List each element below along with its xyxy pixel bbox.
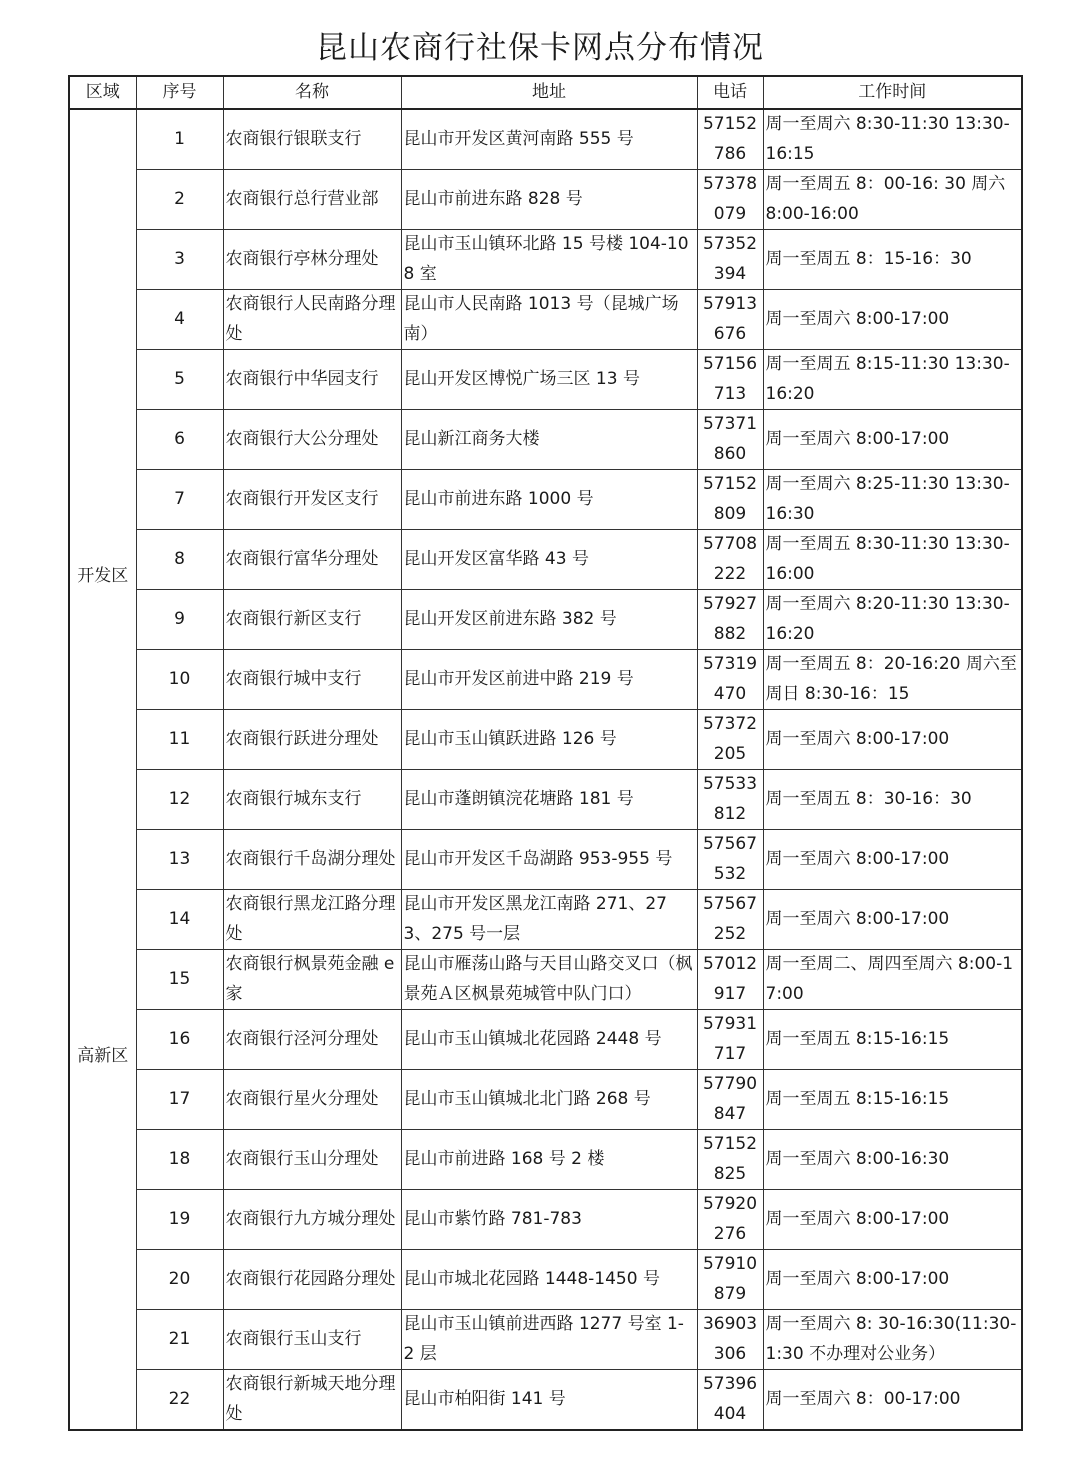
branch-address: 昆山市玉山镇城北北门路 268 号 bbox=[401, 1070, 697, 1130]
row-number: 9 bbox=[136, 590, 223, 650]
row-number: 13 bbox=[136, 830, 223, 890]
branch-address: 昆山市前进路 168 号 2 楼 bbox=[401, 1130, 697, 1190]
branch-address: 昆山市柏阳街 141 号 bbox=[401, 1370, 697, 1431]
branch-hours: 周一至周六 8:25-11:30 13:30-16:30 bbox=[763, 470, 1022, 530]
branch-phone: 57156713 bbox=[697, 350, 763, 410]
branch-phone: 57920276 bbox=[697, 1190, 763, 1250]
branch-address: 昆山市玉山镇城北花园路 2448 号 bbox=[401, 1010, 697, 1070]
row-number: 11 bbox=[136, 710, 223, 770]
branch-hours: 周一至周六 8:30-11:30 13:30-16:15 bbox=[763, 109, 1022, 170]
branch-hours: 周一至周六 8:00-17:00 bbox=[763, 410, 1022, 470]
branch-name: 农商银行枫景苑金融 e 家 bbox=[223, 950, 401, 1010]
branch-address: 昆山开发区前进东路 382 号 bbox=[401, 590, 697, 650]
table-row bbox=[69, 410, 1022, 470]
row-number: 20 bbox=[136, 1250, 223, 1310]
branch-address: 昆山市城北花园路 1448-1450 号 bbox=[401, 1250, 697, 1310]
branch-hours: 周一至周五 8：00-16: 30 周六 8:00-16:00 bbox=[763, 170, 1022, 230]
table-row bbox=[69, 830, 1022, 890]
branch-name: 农商银行城东支行 bbox=[223, 770, 401, 830]
row-number: 6 bbox=[136, 410, 223, 470]
branch-hours: 周一至周六 8:00-17:00 bbox=[763, 830, 1022, 890]
branch-name: 农商银行跃进分理处 bbox=[223, 710, 401, 770]
header-address: 地址 bbox=[401, 76, 697, 109]
table-row bbox=[69, 890, 1022, 950]
branch-phone: 57152786 bbox=[697, 109, 763, 170]
branch-phone: 57152809 bbox=[697, 470, 763, 530]
branch-phone: 57396404 bbox=[697, 1370, 763, 1431]
row-number: 21 bbox=[136, 1310, 223, 1370]
table-row bbox=[69, 770, 1022, 830]
branch-address: 昆山市玉山镇跃进路 126 号 bbox=[401, 710, 697, 770]
branch-address: 昆山新江商务大楼 bbox=[401, 410, 697, 470]
branch-hours: 周一至周六 8:00-17:00 bbox=[763, 710, 1022, 770]
table-header-row bbox=[69, 76, 1022, 109]
branch-hours: 周一至周六 8:20-11:30 13:30-16:20 bbox=[763, 590, 1022, 650]
branch-phone: 57931717 bbox=[697, 1010, 763, 1070]
table-row bbox=[69, 530, 1022, 590]
branch-phone: 57533812 bbox=[697, 770, 763, 830]
branch-name: 农商银行人民南路分理处 bbox=[223, 290, 401, 350]
branch-table bbox=[68, 75, 1023, 1431]
branch-address: 昆山市雁荡山路与天目山路交叉口（枫景苑Ａ区枫景苑城管中队门口） bbox=[401, 950, 697, 1010]
branch-phone: 36903306 bbox=[697, 1310, 763, 1370]
table-row bbox=[69, 1310, 1022, 1370]
branch-name: 农商银行银联支行 bbox=[223, 109, 401, 170]
branch-phone: 57319470 bbox=[697, 650, 763, 710]
row-number: 15 bbox=[136, 950, 223, 1010]
branch-hours: 周一至周六 8:00-17:00 bbox=[763, 1250, 1022, 1310]
table-row bbox=[69, 1130, 1022, 1190]
branch-hours: 周一至周五 8：15-16：30 bbox=[763, 230, 1022, 290]
branch-address: 昆山市开发区黄河南路 555 号 bbox=[401, 109, 697, 170]
branch-address: 昆山市蓬朗镇浣花塘路 181 号 bbox=[401, 770, 697, 830]
table-row bbox=[69, 1070, 1022, 1130]
header-number: 序号 bbox=[136, 76, 223, 109]
row-number: 18 bbox=[136, 1130, 223, 1190]
branch-phone: 57371860 bbox=[697, 410, 763, 470]
row-number: 22 bbox=[136, 1370, 223, 1431]
branch-name: 农商银行千岛湖分理处 bbox=[223, 830, 401, 890]
table-row bbox=[69, 650, 1022, 710]
branch-hours: 周一至周五 8:15-16:15 bbox=[763, 1010, 1022, 1070]
branch-phone: 57012917 bbox=[697, 950, 763, 1010]
branch-address: 昆山市紫竹路 781-783 bbox=[401, 1190, 697, 1250]
region-label-gaoxinqu: 高新区 bbox=[77, 1046, 129, 1066]
branch-hours: 周一至周五 8：20-16:20 周六至周日 8:30-16：15 bbox=[763, 650, 1022, 710]
branch-hours: 周一至周五 8:15-16:15 bbox=[763, 1070, 1022, 1130]
branch-hours: 周一至周五 8：30-16：30 bbox=[763, 770, 1022, 830]
branch-name: 农商银行新城天地分理处 bbox=[223, 1370, 401, 1431]
branch-phone: 57567252 bbox=[697, 890, 763, 950]
region-cell bbox=[69, 109, 136, 1430]
branch-hours: 周一至周六 8:00-16:30 bbox=[763, 1130, 1022, 1190]
branch-hours: 周一至周六 8:00-17:00 bbox=[763, 890, 1022, 950]
row-number: 2 bbox=[136, 170, 223, 230]
branch-name: 农商银行大公分理处 bbox=[223, 410, 401, 470]
branch-address: 昆山市玉山镇前进西路 1277 号室 1-2 层 bbox=[401, 1310, 697, 1370]
table-row bbox=[69, 230, 1022, 290]
row-number: 10 bbox=[136, 650, 223, 710]
row-number: 5 bbox=[136, 350, 223, 410]
branch-address: 昆山市前进东路 828 号 bbox=[401, 170, 697, 230]
table-row bbox=[69, 1010, 1022, 1070]
page-title: 昆山农商行社保卡网点分布情况 bbox=[316, 30, 764, 66]
row-number: 8 bbox=[136, 530, 223, 590]
branch-name: 农商银行中华园支行 bbox=[223, 350, 401, 410]
branch-phone: 57378079 bbox=[697, 170, 763, 230]
branch-address: 昆山市开发区前进中路 219 号 bbox=[401, 650, 697, 710]
branch-phone: 57352394 bbox=[697, 230, 763, 290]
branch-address: 昆山市人民南路 1013 号（昆城广场南） bbox=[401, 290, 697, 350]
branch-name: 农商银行富华分理处 bbox=[223, 530, 401, 590]
branch-name: 农商银行新区支行 bbox=[223, 590, 401, 650]
row-number: 12 bbox=[136, 770, 223, 830]
branch-name: 农商银行泾河分理处 bbox=[223, 1010, 401, 1070]
branch-name: 农商银行玉山支行 bbox=[223, 1310, 401, 1370]
branch-name: 农商银行亭林分理处 bbox=[223, 230, 401, 290]
header-name: 名称 bbox=[223, 76, 401, 109]
branch-phone: 57152825 bbox=[697, 1130, 763, 1190]
table-row bbox=[69, 1250, 1022, 1310]
row-number: 19 bbox=[136, 1190, 223, 1250]
table-row bbox=[69, 109, 1022, 170]
row-number: 7 bbox=[136, 470, 223, 530]
branch-name: 农商银行城中支行 bbox=[223, 650, 401, 710]
header-region: 区域 bbox=[69, 76, 136, 109]
branch-phone: 57927882 bbox=[697, 590, 763, 650]
region-label-kaifaqu: 开发区 bbox=[77, 566, 129, 586]
branch-hours: 周一至周六 8：00-17:00 bbox=[763, 1370, 1022, 1431]
branch-hours: 周一至周六 8:00-17:00 bbox=[763, 1190, 1022, 1250]
table-row bbox=[69, 590, 1022, 650]
row-number: 17 bbox=[136, 1070, 223, 1130]
branch-address: 昆山市开发区千岛湖路 953-955 号 bbox=[401, 830, 697, 890]
branch-phone: 57913676 bbox=[697, 290, 763, 350]
branch-phone: 57372205 bbox=[697, 710, 763, 770]
table-row bbox=[69, 950, 1022, 1010]
branch-phone: 57790847 bbox=[697, 1070, 763, 1130]
table-row bbox=[69, 1190, 1022, 1250]
table-row bbox=[69, 710, 1022, 770]
table-row bbox=[69, 350, 1022, 410]
branch-address: 昆山开发区富华路 43 号 bbox=[401, 530, 697, 590]
row-number: 3 bbox=[136, 230, 223, 290]
branch-name: 农商银行花园路分理处 bbox=[223, 1250, 401, 1310]
branch-name: 农商银行总行营业部 bbox=[223, 170, 401, 230]
branch-hours: 周一至周五 8:15-11:30 13:30-16:20 bbox=[763, 350, 1022, 410]
branch-hours: 周一至周五 8:30-11:30 13:30-16:00 bbox=[763, 530, 1022, 590]
header-phone: 电话 bbox=[697, 76, 763, 109]
branch-address: 昆山市前进东路 1000 号 bbox=[401, 470, 697, 530]
branch-address: 昆山市玉山镇环北路 15 号楼 104-108 室 bbox=[401, 230, 697, 290]
table-row bbox=[69, 290, 1022, 350]
branch-phone: 57910879 bbox=[697, 1250, 763, 1310]
header-hours: 工作时间 bbox=[763, 76, 1022, 109]
branch-name: 农商银行玉山分理处 bbox=[223, 1130, 401, 1190]
row-number: 4 bbox=[136, 290, 223, 350]
row-number: 16 bbox=[136, 1010, 223, 1070]
row-number: 1 bbox=[136, 109, 223, 170]
table-row bbox=[69, 1370, 1022, 1431]
branch-address: 昆山市开发区黑龙江南路 271、273、275 号一层 bbox=[401, 890, 697, 950]
table-row bbox=[69, 470, 1022, 530]
branch-name: 农商银行九方城分理处 bbox=[223, 1190, 401, 1250]
branch-hours: 周一至周二、周四至周六 8:00-17:00 bbox=[763, 950, 1022, 1010]
branch-hours: 周一至周六 8: 30-16:30(11:30-1:30 不办理对公业务） bbox=[763, 1310, 1022, 1370]
table-row bbox=[69, 170, 1022, 230]
branch-hours: 周一至周六 8:00-17:00 bbox=[763, 290, 1022, 350]
branch-phone: 57708222 bbox=[697, 530, 763, 590]
branch-name: 农商银行星火分理处 bbox=[223, 1070, 401, 1130]
branch-name: 农商银行开发区支行 bbox=[223, 470, 401, 530]
branch-address: 昆山开发区博悦广场三区 13 号 bbox=[401, 350, 697, 410]
branch-name: 农商银行黑龙江路分理处 bbox=[223, 890, 401, 950]
row-number: 14 bbox=[136, 890, 223, 950]
branch-phone: 57567532 bbox=[697, 830, 763, 890]
